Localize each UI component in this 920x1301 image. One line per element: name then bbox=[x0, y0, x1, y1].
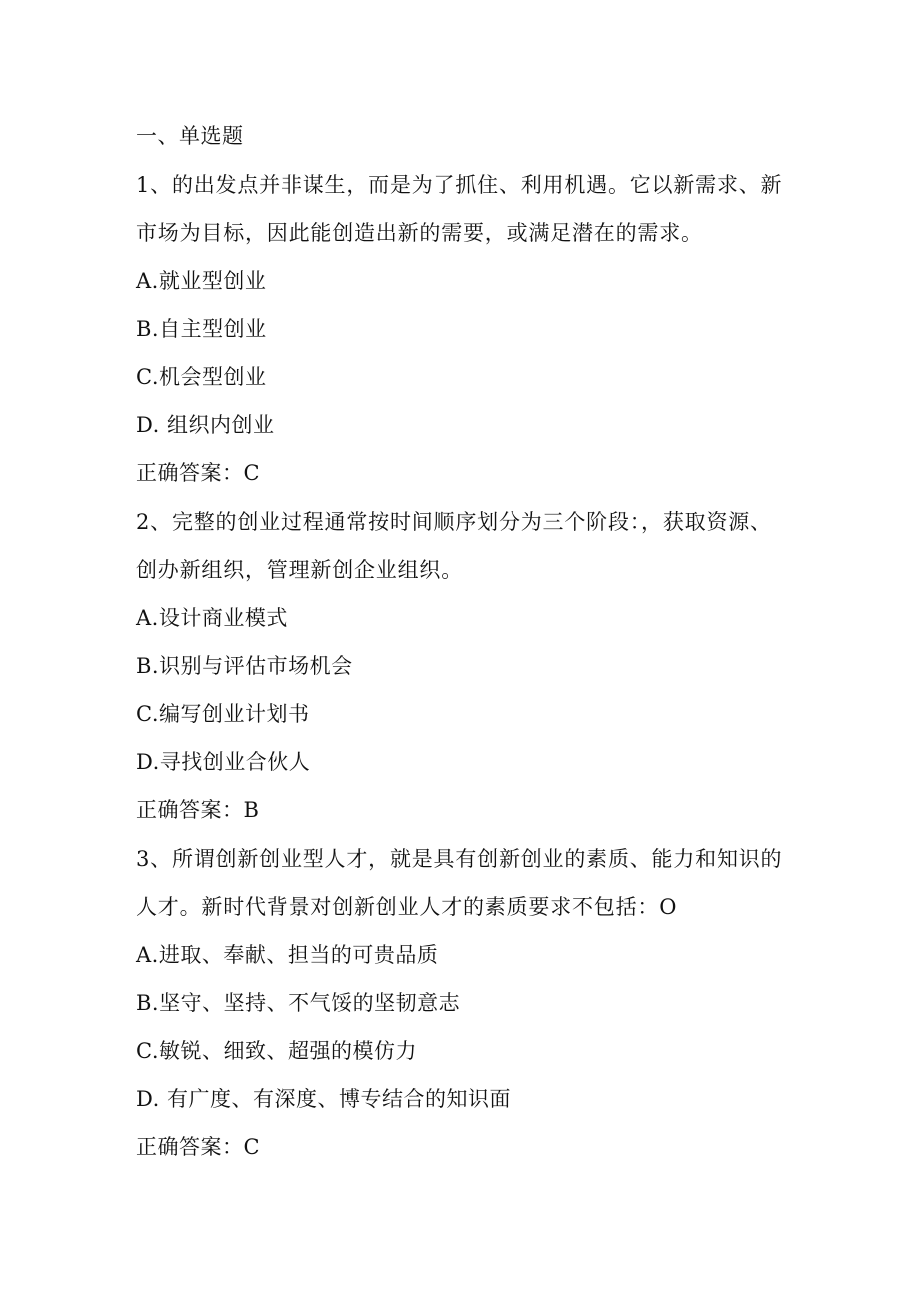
answer-line: 正确答案：C bbox=[136, 461, 261, 485]
option-c: C.敏锐、细致、超强的模仿力 bbox=[136, 1039, 417, 1063]
question-2 bbox=[136, 498, 786, 834]
option-a: A.就业型创业 bbox=[136, 269, 267, 293]
option-d: D. 组织内创业 bbox=[136, 413, 275, 437]
question-stem: 1、的出发点并非谋生，而是为了抓住、利用机遇。它以新需求、新市场为目标，因此能创造出新的需要，或满足潜在的需求。 bbox=[136, 173, 783, 245]
option-b: B.自主型创业 bbox=[136, 317, 267, 341]
document-content bbox=[136, 112, 786, 1171]
question-1 bbox=[136, 161, 786, 497]
option-b: B.坚守、坚持、不气馁的坚韧意志 bbox=[136, 991, 461, 1015]
option-a: A.设计商业模式 bbox=[136, 606, 288, 630]
answer-line: 正确答案：C bbox=[136, 1135, 261, 1159]
section-title: 一、单选题 bbox=[136, 124, 244, 148]
question-stem: 3、所谓创新创业型人才，就是具有创新创业的素质、能力和知识的人才。新时代背景对创新创业人才的素质要求不包括：O bbox=[136, 847, 783, 919]
option-d: D.寻找创业合伙人 bbox=[136, 750, 311, 774]
option-a: A.进取、奉献、担当的可贵品质 bbox=[136, 943, 439, 967]
option-c: C.机会型创业 bbox=[136, 365, 267, 389]
option-d: D. 有广度、有深度、博专结合的知识面 bbox=[136, 1087, 511, 1111]
option-c: C.编写创业计划书 bbox=[136, 702, 310, 726]
option-b: B.识别与评估市场机会 bbox=[136, 654, 353, 678]
question-3 bbox=[136, 835, 786, 1171]
answer-line: 正确答案：B bbox=[136, 798, 260, 822]
question-stem: 2、完整的创业过程通常按时间顺序划分为三个阶段：，获取资源、创办新组织，管理新创企业组织。 bbox=[136, 510, 772, 582]
